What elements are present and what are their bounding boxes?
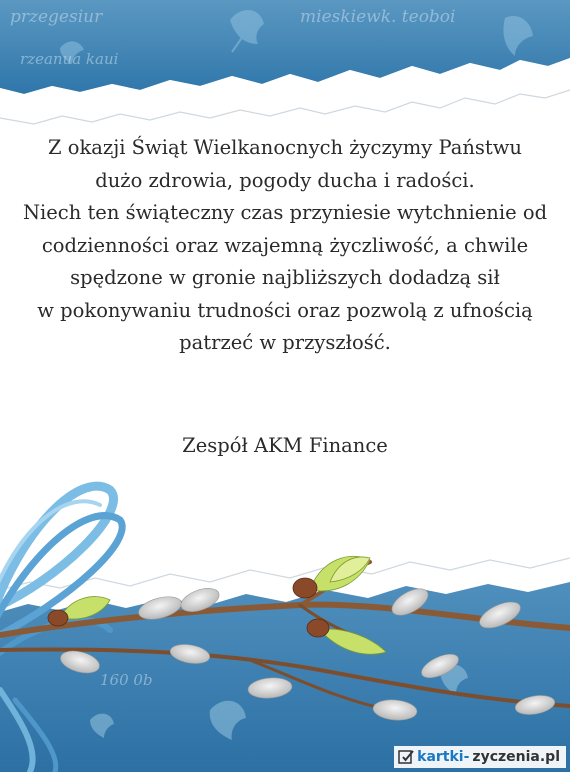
script-line-2: mieskiewk. teoboi [300, 7, 456, 27]
bottom-decoration [0, 470, 570, 772]
greeting-line: dużo zdrowia, pogody ducha i radości. [95, 168, 475, 192]
site-watermark [394, 746, 566, 768]
greeting-line: Z okazji Świąt Wielkanocnych życzymy Państwu [48, 136, 522, 159]
pencil-check-icon [398, 749, 414, 765]
greeting-line: spędzone w gronie najbliższych dodadzą sił [70, 266, 500, 289]
script-line-1: przegesiur [10, 7, 103, 27]
watermark-text-2: zyczenia.pl [472, 749, 560, 765]
greeting-message [20, 132, 550, 360]
greeting-line: codzienności oraz wzajemną życzliwość, a chwile [41, 233, 529, 257]
greeting-line: patrzeć w przyszłość. [179, 331, 391, 354]
greeting-line: w pokonywaniu trudności oraz pozwolą z ufnością [37, 298, 533, 322]
top-torn-paper-banner [0, 0, 570, 130]
greeting-line: Niech ten świąteczny czas przyniesie wytchnienie od [22, 201, 548, 224]
bottom-script: 160 0b [100, 671, 153, 689]
signature: Zespół AKM Finance [182, 434, 388, 457]
script-line-3: rzeanua kaui [20, 50, 119, 68]
watermark-text-1: kartki- [417, 749, 470, 765]
